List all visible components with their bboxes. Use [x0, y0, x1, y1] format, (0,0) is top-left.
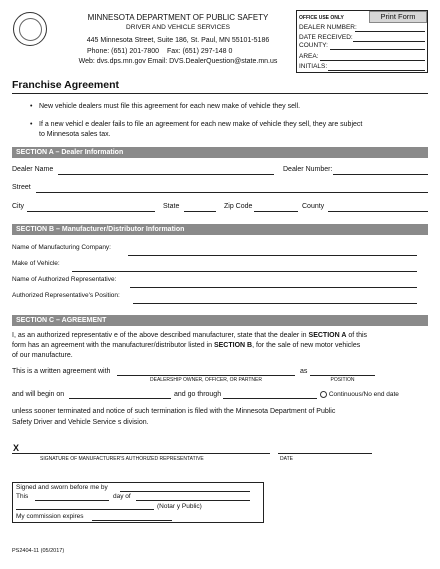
continuous-option[interactable]	[320, 391, 399, 398]
make-label: Make of Vehicle:	[12, 260, 60, 267]
street-label: Street	[12, 184, 31, 191]
agreement-text: form has an agreement with the manufacturer/distributor listed in	[12, 342, 212, 349]
office-use-title: OFFICE USE ONLY	[299, 15, 344, 21]
date-field[interactable]	[278, 453, 372, 454]
as-label: as	[300, 368, 308, 375]
form-number: PS2404-11 (05/2017)	[12, 548, 65, 554]
office-area-field[interactable]	[320, 60, 425, 61]
street-field[interactable]	[36, 192, 428, 193]
office-date-received-label: DATE RECEIVED:	[299, 34, 353, 41]
radio-icon[interactable]	[320, 391, 327, 398]
agreement-line-1	[12, 332, 367, 339]
signature-field[interactable]	[12, 453, 270, 454]
agency-fax: Fax: (651) 297-148 0	[167, 48, 233, 55]
state-seal-icon	[13, 12, 47, 46]
bullet-text-2-cont: to Minnesota sales tax.	[39, 131, 111, 138]
section-b-ref: SECTION B	[213, 342, 253, 349]
county-label: County	[302, 203, 325, 210]
mfg-company-label: Name of Manufacturing Company:	[12, 244, 111, 251]
print-form-button[interactable]: Print Form	[369, 11, 427, 23]
office-dealer-number-label: DEALER NUMBER:	[299, 24, 357, 31]
bullet-text-1: New vehicle dealers must file this agreement for each new make of vehicle they sell.	[39, 103, 301, 110]
position-field[interactable]	[310, 375, 375, 376]
zip-label: Zip Code	[224, 203, 253, 210]
mfg-company-field[interactable]	[128, 255, 417, 256]
agreement-line-3: of our manufacture.	[12, 352, 73, 359]
begin-on-label: and will begin on	[12, 391, 65, 398]
continuous-label: Continuous/No end date	[328, 391, 399, 399]
agency-phone: Phone: (651) 201-7800	[87, 48, 159, 55]
rep-position-field[interactable]	[133, 303, 417, 304]
month-year-field[interactable]	[136, 500, 250, 501]
agreement-text: of this	[348, 332, 368, 339]
office-county-label: COUNTY:	[299, 42, 328, 49]
office-dealer-number-field[interactable]	[355, 31, 425, 32]
agency-address: 445 Minnesota Street, Suite 186, St. Paul, MN 55101-5186	[86, 37, 270, 44]
dealership-caption: DEALERSHIP OWNER, OFFICER, OR PARTNER	[150, 377, 262, 383]
commission-label: My commission expires	[16, 513, 84, 520]
rep-name-field[interactable]	[130, 287, 417, 288]
written-agreement-label: This is a written agreement with	[12, 368, 111, 375]
agency-name: MINNESOTA DEPARTMENT OF PUBLIC SAFETY	[87, 13, 269, 22]
section-a-ref: SECTION A	[308, 332, 347, 339]
county-field[interactable]	[328, 211, 428, 212]
sworn-label: Signed and sworn before me by	[16, 484, 108, 491]
sworn-by-field[interactable]	[120, 491, 250, 492]
termination-line-2: Safety Driver and Vehicle Service s division.	[12, 419, 149, 426]
dealer-name-label: Dealer Name	[12, 166, 54, 173]
page-title: Franchise Agreement	[12, 79, 119, 91]
office-initials-label: INITIALS:	[299, 63, 328, 70]
agreement-text: , for the sale of new motor vehicles	[252, 342, 361, 349]
agreement-text: I, as an authorized representativ e of the above described manufacturer, state that the dealer in	[12, 332, 307, 339]
end-date-field[interactable]	[223, 398, 317, 399]
agreement-line-2	[12, 342, 360, 349]
notary-public-label: (Notar y Public)	[157, 503, 202, 510]
city-label: City	[12, 203, 25, 210]
zip-field[interactable]	[254, 211, 298, 212]
position-caption: POSITION	[330, 377, 355, 383]
day-field[interactable]	[35, 500, 109, 501]
go-through-label: and go through	[174, 391, 222, 398]
dealer-name-field[interactable]	[58, 174, 274, 175]
agency-web-email: Web: dvs.dps.mn.gov Email: DVS.DealerQuestion@state.mn.us	[78, 58, 278, 65]
make-field[interactable]	[72, 271, 417, 272]
this-label: This	[16, 493, 29, 500]
section-c-header: SECTION C – AGREEMENT	[12, 315, 428, 326]
rep-position-label: Authorized Representative's Position:	[12, 292, 120, 299]
bullet-icon: •	[30, 121, 33, 128]
commission-expires-field[interactable]	[92, 520, 172, 521]
office-date-received-field[interactable]	[353, 41, 425, 42]
office-area-label: AREA:	[299, 53, 319, 60]
dealer-number-field[interactable]	[333, 174, 428, 175]
day-of-label: day of	[113, 493, 131, 500]
office-county-field[interactable]	[330, 49, 425, 50]
title-divider	[12, 93, 428, 94]
city-field[interactable]	[27, 211, 155, 212]
dealer-number-label: Dealer Number:	[283, 166, 333, 173]
rep-name-label: Name of Authorized Representative:	[12, 276, 117, 283]
bullet-text-2: If a new vehicl e dealer fails to file an agreement for each new make of vehicle they sell, they are subject	[39, 121, 363, 128]
signature-caption: SIGNATURE OF MANUFACTURER'S AUTHORIZED REPRESENTATIVE	[40, 456, 204, 462]
bullet-icon: •	[30, 103, 33, 110]
section-b-header: SECTION B – Manufacturer/Distributor Information	[12, 224, 428, 235]
division-name: DRIVER AND VEHICLE SERVICES	[126, 24, 230, 31]
signature-x-mark: X	[13, 443, 20, 453]
office-initials-field[interactable]	[328, 70, 425, 71]
termination-line-1: unless sooner terminated and notice of such termination is filed with the Minnesota Department of Public	[12, 408, 336, 415]
notary-signature-field[interactable]	[16, 509, 154, 510]
section-a-header: SECTION A – Dealer Information	[12, 147, 428, 158]
dealership-owner-field[interactable]	[117, 375, 295, 376]
state-field[interactable]	[184, 211, 216, 212]
state-label: State	[163, 203, 180, 210]
date-caption: DATE	[280, 456, 293, 462]
begin-date-field[interactable]	[69, 398, 171, 399]
